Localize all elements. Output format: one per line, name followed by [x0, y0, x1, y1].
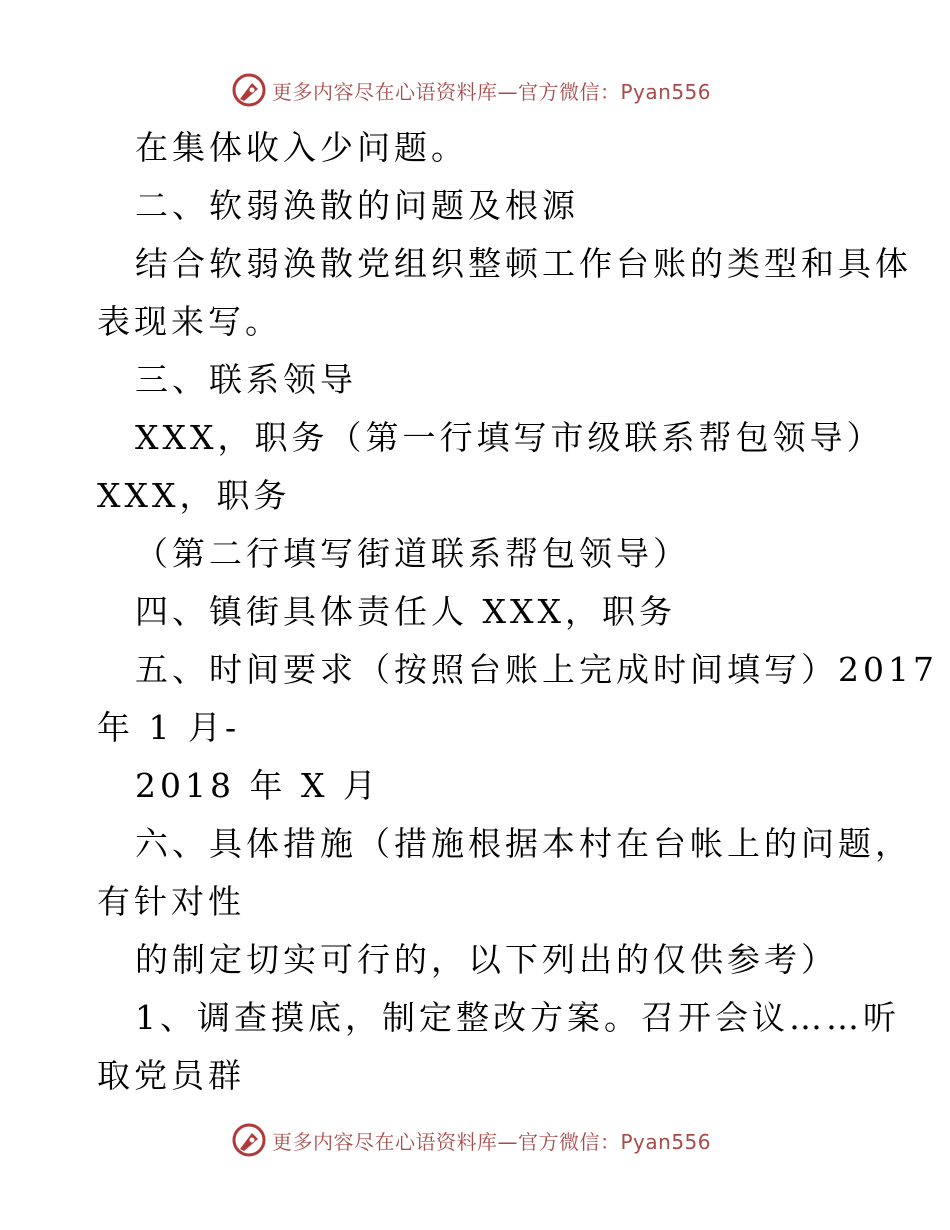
body-line: 结合软弱涣散党组织整顿工作台账的类型和具体 [135, 244, 912, 283]
body-line: 表现来写。 [97, 302, 282, 341]
section-heading: 四、镇街具体责任人 XXX，职务 [135, 592, 676, 631]
section-heading: 六、具体措施（措施根据本村在台帐上的问题， [135, 824, 912, 863]
body-line: （第二行填写街道联系帮包领导） [135, 534, 690, 573]
footer-watermark [232, 1120, 711, 1160]
body-line: 取党员群 [97, 1056, 245, 1095]
body-line: 在集体收入少问题。 [135, 128, 468, 167]
pen-nib-logo-icon [232, 73, 266, 107]
body-line: 年 1 月- [97, 708, 241, 747]
section-heading: 二、软弱涣散的问题及根源 [135, 186, 579, 225]
section-heading: 三、联系领导 [135, 360, 357, 399]
body-line: 2018 年 X 月 [135, 766, 380, 805]
watermark-text: 更多内容尽在心语资料库—官方微信：Pyan556 [272, 79, 712, 104]
body-line: XXX，职务（第一行填写市级联系帮包领导） [135, 418, 884, 457]
section-heading: 五、时间要求（按照台账上完成时间填写）2017 [135, 650, 938, 689]
body-line: 有针对性 [97, 882, 245, 921]
watermark-text: 更多内容尽在心语资料库—官方微信：Pyan556 [272, 1129, 712, 1154]
pen-nib-logo-icon [232, 1123, 266, 1157]
body-line: XXX，职务 [97, 476, 291, 515]
body-line: 的制定切实可行的，以下列出的仅供参考） [135, 940, 838, 979]
list-item: 1、调查摸底，制定整改方案。召开会议……听 [135, 998, 900, 1037]
header-watermark [232, 70, 711, 110]
